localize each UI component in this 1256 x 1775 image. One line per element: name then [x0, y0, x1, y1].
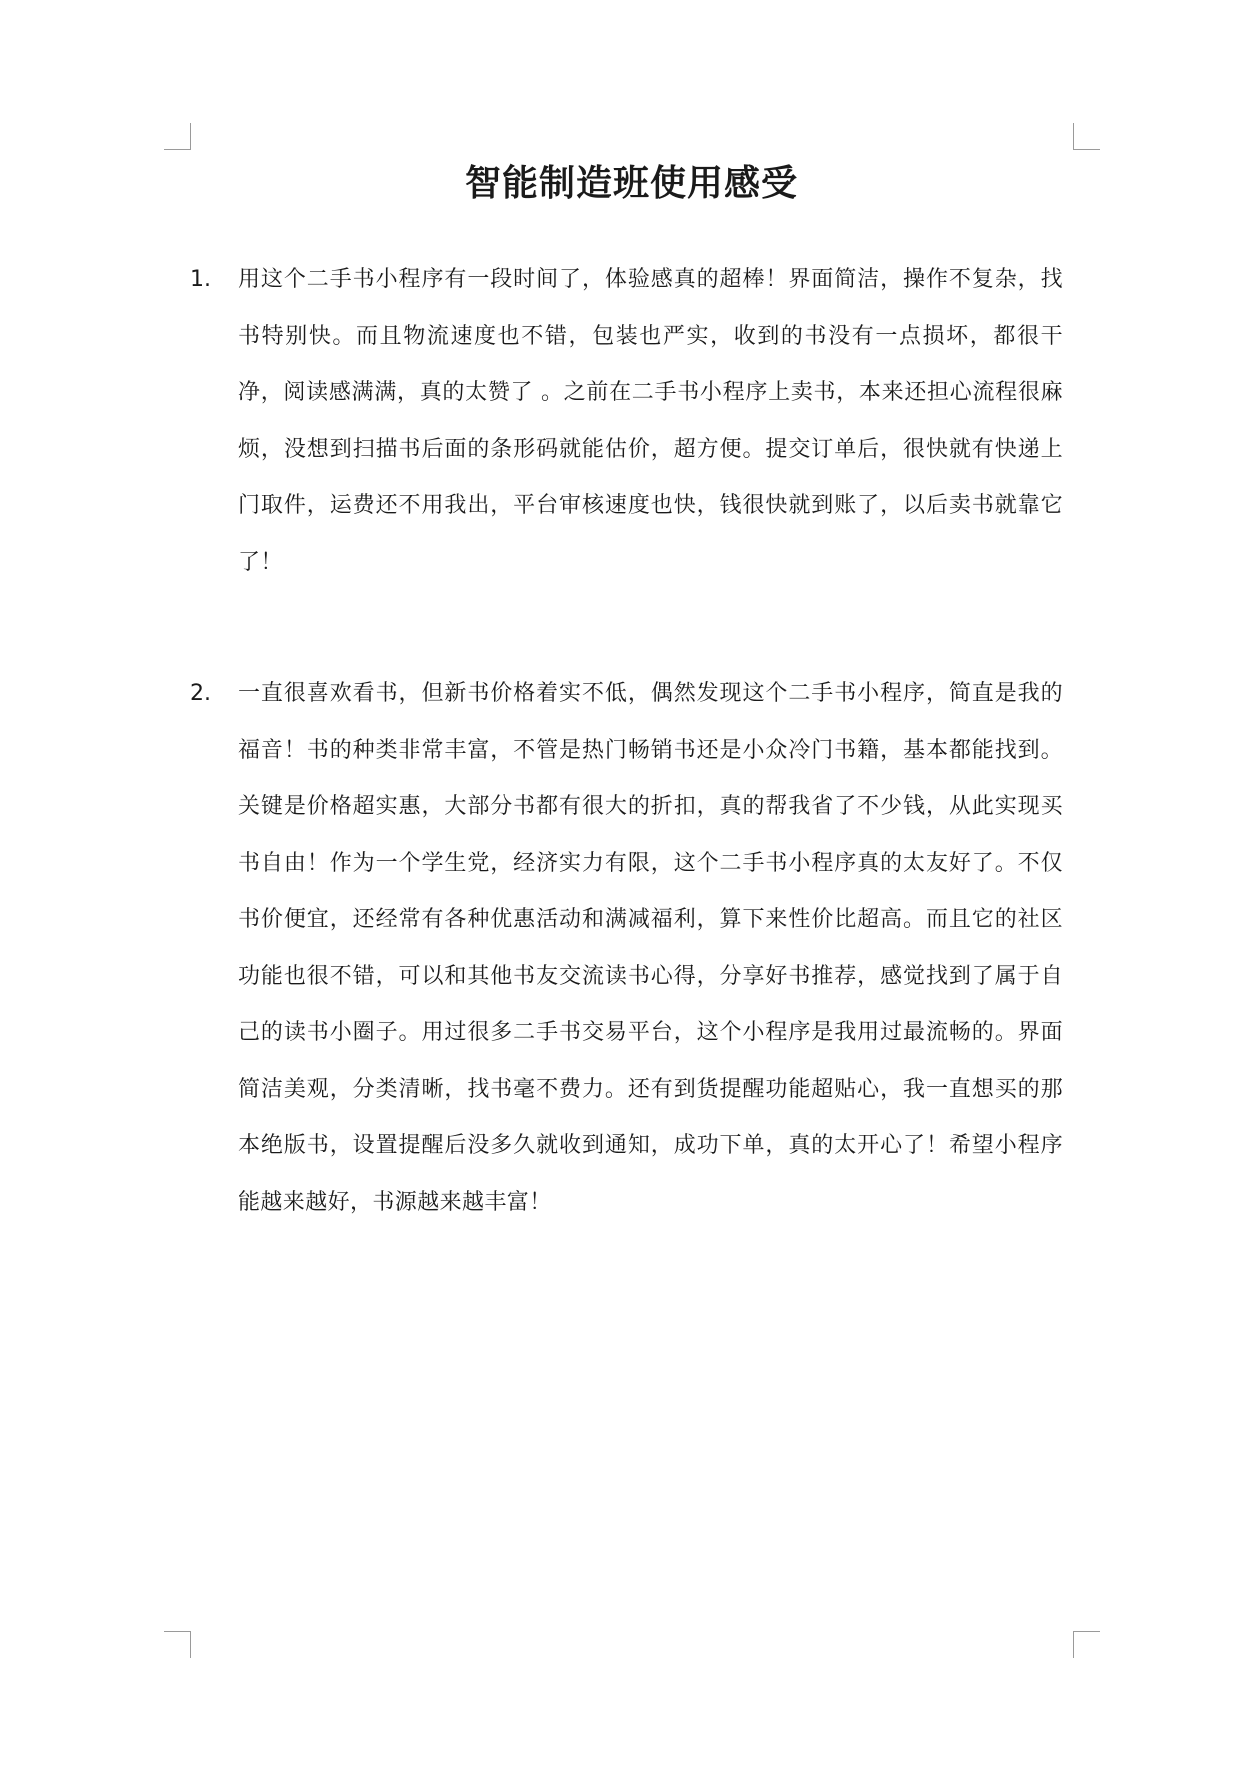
crop-mark-top-right: [1073, 123, 1100, 150]
list-item-text: 用这个二手书小程序有一段时间了，体验感真的超棒！界面简洁，操作不复杂，找书特别快。而且物流速度也不错，包装也严实，收到的书没有一点损坏，都很干净，阅读感满满，真的太赞了 。之前在二手书小程序上卖书，本来还担心流程很麻烦，没想到扫描书后面的条形码就能估价，超方便。提交订单后，很快就有快递上门取件，运费还不用我出，平台审核速度也快，钱很快就到账了，以后卖书就靠它了！: [238, 267, 1063, 575]
crop-mark-bottom-right: [1073, 1631, 1100, 1658]
crop-mark-bottom-left: [164, 1631, 191, 1658]
list-item-text: 一直很喜欢看书，但新书价格着实不低，偶然发现这个二手书小程序，简直是我的福音！书的种类非常丰富，不管是热门畅销书还是小众冷门书籍，基本都能找到。关键是价格超实惠，大部分书都有很大的折扣，真的帮我省了不少钱，从此实现买书自由！作为一个学生党，经济实力有限，这个二手书小程序真的太友好了。不仅书价便宜，还经常有各种优惠活动和满减福利，算下来性价比超高。而且它的社区功能也很不错，可以和其他书友交流读书心得，分享好书推荐，感觉找到了属于自己的读书小圈子。用过很多二手书交易平台，这个小程序是我用过最流畅的。界面简洁美观，分类清晰，找书毫不费力。还有到货提醒功能超贴心，我一直想买的那本绝版书，设置提醒后没多久就收到通知，成功下单，真的太开心了！希望小程序能越来越好，书源越来越丰富！: [238, 681, 1063, 1215]
list-item-number: 2.: [190, 681, 211, 706]
document-title: 智能制造班使用感受: [464, 163, 798, 204]
crop-mark-top-left: [164, 123, 191, 150]
list-item-number: 1.: [190, 267, 211, 292]
